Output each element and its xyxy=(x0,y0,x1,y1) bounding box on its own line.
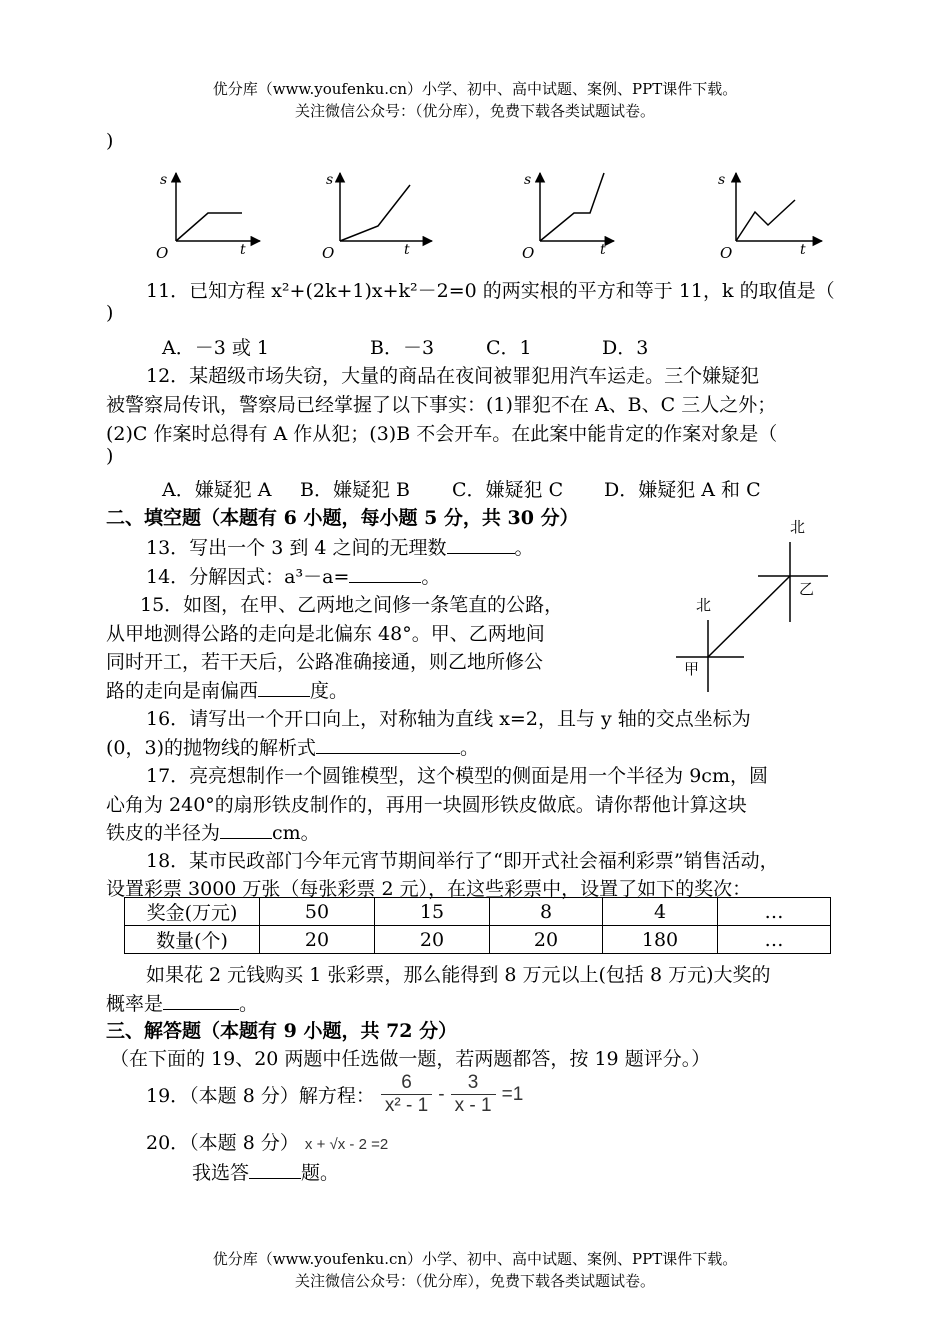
graph-b-y-label: s xyxy=(326,172,334,188)
table-cell: 20 xyxy=(375,926,490,954)
point-b-label: 乙 xyxy=(799,580,815,598)
q20-choose-suffix: 题。 xyxy=(301,1162,340,1184)
graph-a-y-label: s xyxy=(160,172,168,188)
q14-period: 。 xyxy=(421,566,441,588)
table-cell: 15 xyxy=(375,898,490,926)
q15-unit: 度。 xyxy=(310,680,349,702)
q19-fraction-1 xyxy=(381,1072,432,1117)
q18-line2: 设置彩票 3000 万张（每张彩票 2 元），在这些彩票中，设置了如下的奖次： xyxy=(106,878,752,900)
q14-answer-blank[interactable] xyxy=(349,564,421,583)
q16-period: 。 xyxy=(460,737,480,759)
graph-c xyxy=(522,172,614,262)
q19-frac2-numerator: 3 xyxy=(451,1072,496,1095)
graph-c-origin: O xyxy=(522,244,535,262)
north-label-b: 北 xyxy=(790,518,806,536)
q12-line2: 被警察局传讯，警察局已经掌握了以下事实：(1)罪犯不在 A、B、C 三人之外； xyxy=(106,394,777,416)
table-cell: 8 xyxy=(490,898,603,926)
graph-a xyxy=(156,172,260,262)
section3-note: （在下面的 19、20 两题中任选做一题，若两题都答，按 19 题评分。） xyxy=(110,1048,711,1070)
q19-minus: - xyxy=(438,1083,445,1105)
table-cell: 奖金(万元) xyxy=(125,898,260,926)
page-footer-line1: 优分库（www.youfenku.cn）小学、初中、高中试题、案例、PPT课件下载。 xyxy=(212,1250,738,1268)
q10-tail: ) xyxy=(106,130,114,152)
north-label-a: 北 xyxy=(696,596,712,614)
q11-option-b: B．－3 xyxy=(370,337,435,359)
q17-line3 xyxy=(106,818,320,845)
graph-a-origin: O xyxy=(156,244,169,262)
q17-line1: 17．亮亮想制作一个圆锥模型，这个模型的侧面是用一个半径为 9cm，圆 xyxy=(146,765,768,787)
q11-option-d: D．3 xyxy=(602,337,649,359)
q20-label: 20．（本题 8 分） xyxy=(146,1132,299,1154)
q18-period: 。 xyxy=(239,993,259,1015)
graph-d xyxy=(718,172,822,262)
q13 xyxy=(146,533,534,560)
q15-line1: 15．如图，在甲、乙两地之间修一条笔直的公路， xyxy=(140,594,564,616)
q11-option-c: C．1 xyxy=(486,337,532,359)
q15-line2: 从甲地测得公路的走向是北偏东 48°。甲、乙两地间 xyxy=(106,623,545,645)
q18-after-line2 xyxy=(106,989,258,1016)
q19 xyxy=(146,1072,523,1117)
q15-line4 xyxy=(106,676,348,703)
table-cell: 50 xyxy=(260,898,375,926)
q17-text: 铁皮的半径为 xyxy=(106,822,221,844)
q12-line1: 12．某超级市场失窃，大量的商品在夜间被罪犯用汽车运走。三个嫌疑犯 xyxy=(146,365,760,387)
q12-option-c: C．嫌疑犯 C xyxy=(452,479,564,501)
graph-d-x-label: t xyxy=(800,242,806,258)
page-header-line1: 优分库（www.youfenku.cn）小学、初中、高中试题、案例、PPT课件下载。 xyxy=(212,80,738,98)
q20-choice xyxy=(192,1158,339,1185)
table-cell: … xyxy=(718,898,831,926)
page-footer-line2: 关注微信公众号：（优分库），免费下载各类试题试卷。 xyxy=(294,1272,655,1290)
q13-answer-blank[interactable] xyxy=(447,535,515,554)
q17-unit: cm。 xyxy=(272,822,320,844)
table-cell: 20 xyxy=(260,926,375,954)
q17-line2: 心角为 240°的扇形铁皮制作的，再用一块圆形铁皮做底。请你帮他计算这块 xyxy=(106,794,747,816)
q19-rhs: =1 xyxy=(501,1083,524,1105)
q12-option-b: B．嫌疑犯 B xyxy=(300,479,410,501)
q15-line3: 同时开工，若干天后，公路准确接通，则乙地所修公 xyxy=(106,651,544,673)
q11-text: 11．已知方程 x²+(2k+1)x+k²－2=0 的两实根的平方和等于 11，k 的取值是（ xyxy=(146,280,835,302)
graph-d-origin: O xyxy=(720,244,733,262)
q16-text: (0，3)的抛物线的解析式 xyxy=(106,737,317,759)
graph-a-x-label: t xyxy=(240,242,246,258)
q12-line3: (2)C 作案时总得有 A 作从犯；(3)B 不会开车。在此案中能肯定的作案对象是（ xyxy=(106,423,778,445)
q19-frac1-numerator: 6 xyxy=(381,1072,432,1095)
q19-frac1-denominator: x² - 1 xyxy=(384,1095,429,1116)
q10-graphs xyxy=(150,168,850,278)
q15-text: 路的走向是南偏西 xyxy=(106,680,259,702)
graph-c-y-label: s xyxy=(524,172,532,188)
prize-table xyxy=(124,897,831,954)
q11-tail: ) xyxy=(106,302,114,324)
q17-answer-blank[interactable] xyxy=(220,820,272,839)
table-cell: 4 xyxy=(603,898,718,926)
q19-label: 19．（本题 8 分）解方程： xyxy=(146,1085,375,1107)
q12-tail: ) xyxy=(106,445,114,467)
table-cell: … xyxy=(718,926,831,954)
q20 xyxy=(146,1128,388,1155)
q15-diagram xyxy=(660,512,850,697)
q13-period: 。 xyxy=(514,537,534,559)
section2-title: 二、填空题（本题有 6 小题，每小题 5 分，共 30 分） xyxy=(106,507,579,529)
q20-choice-blank[interactable] xyxy=(249,1160,301,1179)
q15-answer-blank[interactable] xyxy=(258,678,310,697)
table-cell: 20 xyxy=(490,926,603,954)
q11-option-a: A．－3 或 1 xyxy=(162,337,269,359)
q20-equation: x + √x - 2 =2 xyxy=(304,1136,389,1153)
point-a-label: 甲 xyxy=(684,660,700,678)
table-cell: 数量(个) xyxy=(125,926,260,954)
graph-b-x-label: t xyxy=(404,242,410,258)
q19-frac2-denominator: x - 1 xyxy=(454,1095,492,1116)
q19-fraction-2 xyxy=(451,1072,496,1117)
q16-line1: 16．请写出一个开口向上，对称轴为直线 x=2，且与 y 轴的交点坐标为 xyxy=(146,708,751,730)
q18-line1: 18．某市民政部门今年元宵节期间举行了“即开式社会福利彩票”销售活动， xyxy=(146,850,779,872)
graph-d-y-label: s xyxy=(718,172,726,188)
q20-choose-text: 我选答 xyxy=(192,1162,250,1184)
q18-after-line1: 如果花 2 元钱购买 1 张彩票，那么能得到 8 万元以上(包括 8 万元)大奖的 xyxy=(146,964,771,986)
q12-option-d: D．嫌疑犯 A 和 C xyxy=(604,479,761,501)
q18-text: 概率是 xyxy=(106,993,164,1015)
q14-text: 14．分解因式：a³－a= xyxy=(146,566,350,588)
table-row xyxy=(125,926,831,954)
q18-answer-blank[interactable] xyxy=(163,991,239,1010)
q14 xyxy=(146,562,440,589)
graph-c-x-label: t xyxy=(600,242,606,258)
table-row xyxy=(125,898,831,926)
q16-answer-blank[interactable] xyxy=(316,735,460,754)
graph-b-origin: O xyxy=(322,244,335,262)
q13-text: 13．写出一个 3 到 4 之间的无理数 xyxy=(146,537,447,559)
page-header-line2: 关注微信公众号：（优分库），免费下载各类试题试卷。 xyxy=(294,102,655,120)
q12-option-a: A．嫌疑犯 A xyxy=(162,479,272,501)
graph-b xyxy=(322,172,432,262)
table-cell: 180 xyxy=(603,926,718,954)
q16-line2 xyxy=(106,733,479,760)
section3-title: 三、解答题（本题有 9 小题，共 72 分） xyxy=(106,1020,458,1042)
